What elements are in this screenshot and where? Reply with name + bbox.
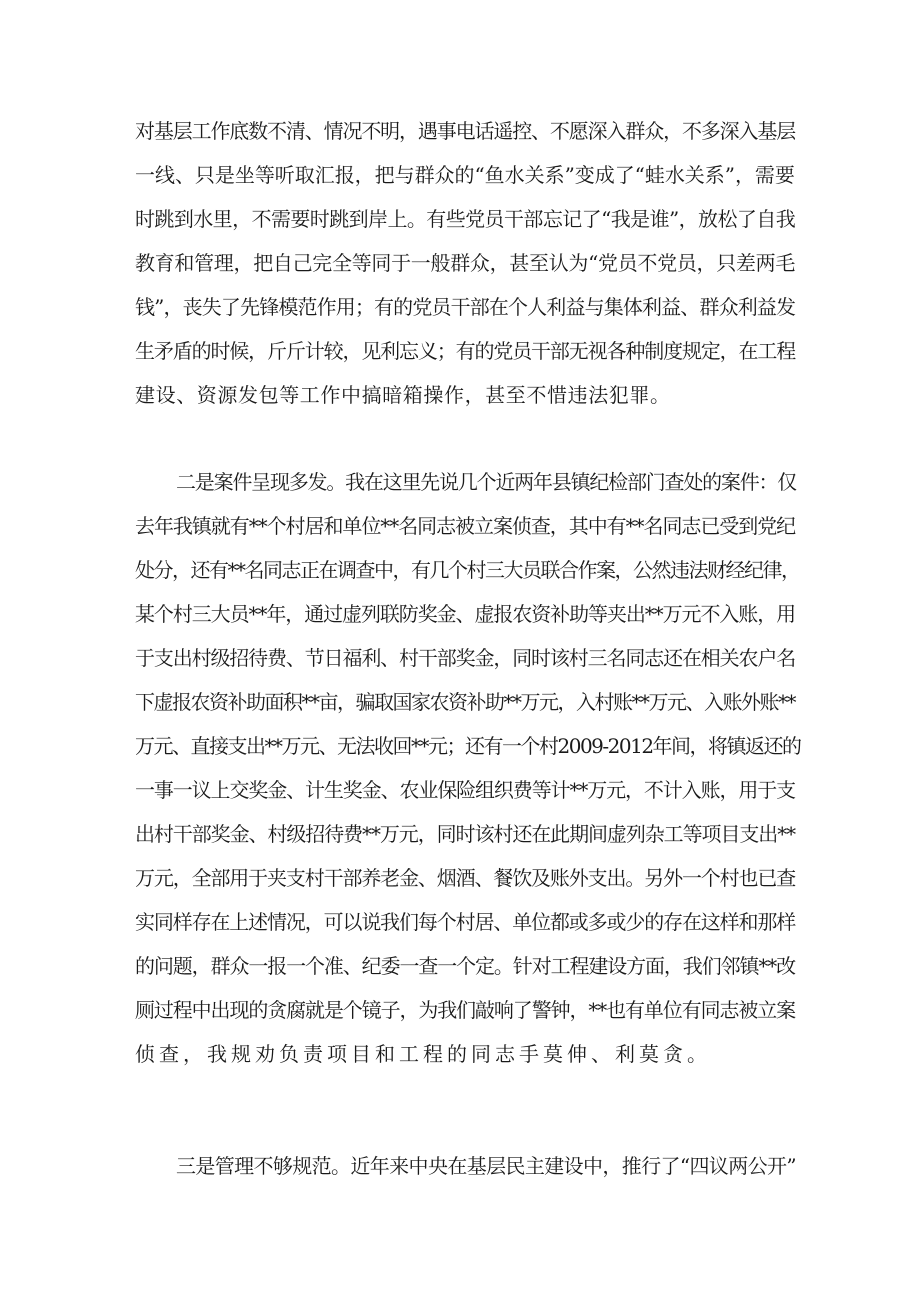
paragraph-line: 时跳到水里，不需要时跳到岸上。有些党员干部忘记了“我是谁”，放松了自我 [135, 207, 796, 231]
paragraph-line: 某个村三大员**年，通过虚列联防奖金、虚报农资补助等夹出**万元不入账，用 [135, 602, 796, 626]
paragraph-line: 二是案件呈现多发。我在这里先说几个近两年县镇纪检部门查处的案件：仅 [176, 470, 797, 494]
paragraph-line: 于支出村级招待费、节日福利、村干部奖金，同时该村三名同志还在相关农户名 [135, 646, 796, 670]
paragraph-line: 侦查，我规劝负责项目和工程的同志手莫伸、利莫贪。 [135, 1042, 711, 1066]
paragraph-line: 钱”，丧失了先锋模范作用；有的党员干部在个人利益与集体利益、群众利益发 [135, 295, 796, 319]
paragraph-line: 实同样存在上述情况，可以说我们每个村居、单位都或多或少的存在这样和那样 [135, 910, 796, 934]
paragraph-line: 处分，还有**名同志正在调查中，有几个村三大员联合作案，公然违法财经纪律， [135, 558, 800, 582]
paragraph-line: 去年我镇就有**个村居和单位**名同志被立案侦查，其中有**名同志已受到党纪 [135, 514, 796, 538]
paragraph-line: 教育和管理，把自己完全等同于一般群众，甚至认为“党员不党员，只差两毛 [135, 251, 796, 275]
paragraph-line: 万元、直接支出**万元、无法收回**元；还有一个村2009-2012年间，将镇返还的 [135, 734, 801, 758]
paragraph-line: 厕过程中出现的贪腐就是个镜子，为我们敲响了警钟，**也有单位有同志被立案 [135, 998, 796, 1022]
paragraph-line: 万元，全部用于夹支村干部养老金、烟酒、餐饮及账外支出。另外一个村也已查 [135, 866, 796, 890]
paragraph-line [135, 1083, 795, 1113]
paragraph-line: 一事一议上交奖金、计生奖金、农业保险组织费等计**万元，不计入账，用于支 [135, 778, 796, 802]
paragraph-line: 建设、资源发包等工作中搞暗箱操作，甚至不惜违法犯罪。 [135, 383, 671, 407]
paragraph-line: 对基层工作底数不清、情况不明，遇事电话遥控、不愿深入群众，不多深入基层 [135, 119, 796, 143]
paragraph-line: 出村干部奖金、村级招待费**万元，同时该村还在此期间虚列杂工等项目支出** [135, 822, 796, 846]
paragraph-line: 三是管理不够规范。近年来中央在基层民主建设中，推行了“四议两公开” [176, 1154, 796, 1178]
paragraph-line: 的问题，群众一报一个准、纪委一查一个定。针对工程建设方面，我们邻镇**改 [135, 954, 796, 978]
paragraph-line: 生矛盾的时候，斤斤计较，见利忘义；有的党员干部无视各种制度规定，在工程 [135, 339, 796, 363]
paragraph-line: 下虚报农资补助面积**亩，骗取国家农资补助**万元，入村账**万元、入账外账** [135, 690, 795, 714]
paragraph-line: 一线、只是坐等听取汇报，把与群众的“鱼水关系”变成了“蛙水关系”，需要 [135, 163, 795, 187]
